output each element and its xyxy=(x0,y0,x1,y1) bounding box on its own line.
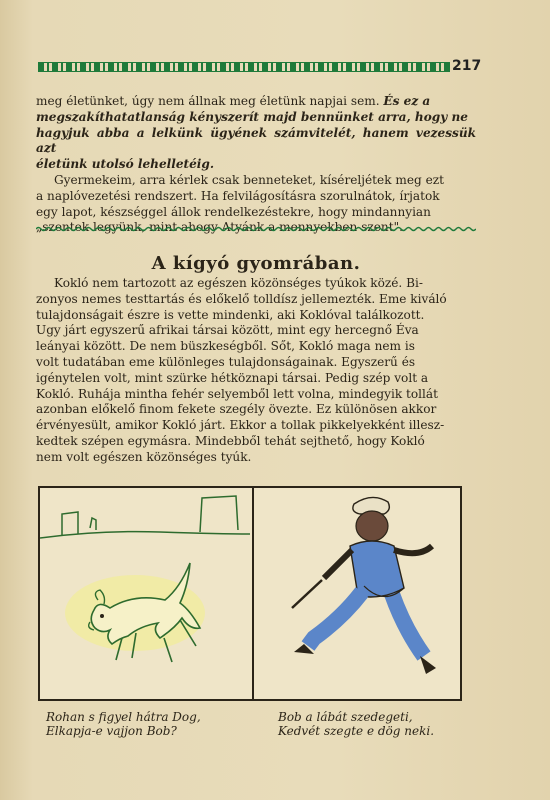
caption-line: Rohan s figyel hátra Dog, xyxy=(46,710,201,724)
story-line: Kokló. Ruhája mintha fehér selyemből lett volna, mindegyik tollát xyxy=(36,386,438,401)
intro-line: egy lapot, készséggel állok rendelkezéstekre, hogy mindannyian xyxy=(36,204,431,219)
story-line: érvényesült, amikor Kokló járt. Ekkor a tollak pikkelyekként illesz- xyxy=(36,418,445,433)
story-line: leányai között. De nem büszkeségből. Sőt, Kokló maga nem is xyxy=(36,339,415,354)
caption-left xyxy=(46,710,246,738)
story-line: Ugy járt egyszerű afrikai társai között, mint egy hercegnő Éva xyxy=(36,323,419,338)
story-title: A kígyó gyomrában. xyxy=(151,253,361,274)
story-line: igénytelen volt, mint szürke hétköznapi társai. Pedig szép volt a xyxy=(36,370,429,385)
intro-italic-line: hagyjuk abba a lelkünk ügyének számvitelét, hanem vezessük azt xyxy=(36,125,476,156)
intro-paragraph xyxy=(36,94,476,236)
caption-line: Kedvét szegte e dög neki. xyxy=(278,724,435,738)
story-line: volt tudatában eme különleges tulajdonságainak. Egyszerű és xyxy=(36,354,416,369)
intro-line: „szentek legyünk, mint ahogy Atyánk a mennyekben szent". xyxy=(36,220,403,235)
man-running-drawing xyxy=(254,488,464,699)
comic-illustration xyxy=(38,486,462,701)
story-paragraph xyxy=(36,276,476,466)
story-line: nem volt egészen közönséges tyúk. xyxy=(36,449,252,464)
intro-line: a naplóvezetési rendszert. Ha felvilágosításra szorulnátok, írjatok xyxy=(36,188,440,203)
intro-line-1: meg életünket, úgy nem állnak meg életünk napjai sem. És ez a xyxy=(36,94,431,108)
header-ornament xyxy=(38,62,450,72)
story-line: azonban előkelő finom fekete szegély övezte. Ez különösen akkor xyxy=(36,402,437,417)
story-line: tulajdonságait észre is vette mindenki, aki Koklóval találkozott. xyxy=(36,307,425,322)
intro-italic-line: megszakíthatatlanság kényszerít majd bennünket arra, hogy ne xyxy=(36,109,468,124)
page-number: 217 xyxy=(452,58,482,74)
story-line: zonyos nemes testtartás és előkelő tolldísz jellemezték. Eme kiváló xyxy=(36,291,447,306)
caption-line: Elkapja-e vajjon Bob? xyxy=(46,724,177,738)
wavy-divider xyxy=(36,226,476,232)
caption-line: Bob a lábát szedegeti, xyxy=(278,710,413,724)
caption-right xyxy=(278,710,478,738)
intro-italic-line: életünk utolsó lehelletéig. xyxy=(36,157,215,172)
intro-line: Gyermekeim, arra kérlek csak benneteket, kíséreljétek meg ezt xyxy=(54,172,444,187)
story-line: Kokló nem tartozott az egészen közönséges tyúkok közé. Bi- xyxy=(54,276,423,290)
dog-running-drawing xyxy=(40,488,250,699)
story-line: kedtek szépen egymásra. Mindebből tehát sejthető, hogy Kokló xyxy=(36,433,425,448)
